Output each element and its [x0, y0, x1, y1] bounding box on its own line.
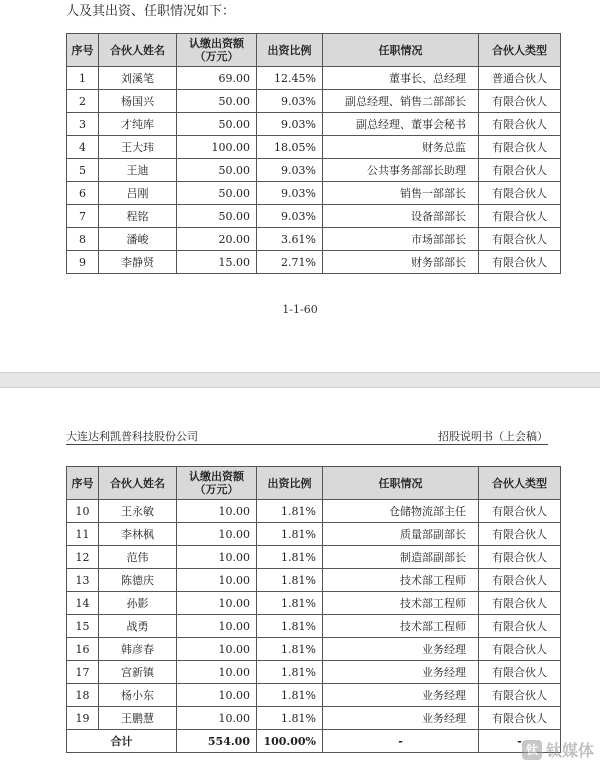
table-row: [67, 228, 561, 251]
cell-name: 王迪: [99, 159, 177, 182]
cell-position: 制造部副部长: [323, 546, 479, 569]
header-ratio: 出资比例: [257, 467, 323, 500]
cell-amount: 100.00: [177, 136, 257, 159]
cell-amount: 10.00: [177, 661, 257, 684]
table-header-row: [67, 34, 561, 67]
header-type: 合伙人类型: [479, 34, 561, 67]
cell-name: 杨小东: [99, 684, 177, 707]
header-name: 合伙人姓名: [99, 34, 177, 67]
cell-ratio: 2.71%: [257, 251, 323, 274]
cell-type: 有限合伙人: [479, 592, 561, 615]
cell-name: 韩彦春: [99, 638, 177, 661]
cell-name: 李静贤: [99, 251, 177, 274]
cell-type: 有限合伙人: [479, 546, 561, 569]
table-row: [67, 638, 561, 661]
total-amount: 554.00: [177, 730, 257, 753]
cell-name: 潘峻: [99, 228, 177, 251]
cell-position: 技术部工程师: [323, 569, 479, 592]
cell-type: 普通合伙人: [479, 67, 561, 90]
cell-amount: 50.00: [177, 90, 257, 113]
cell-ratio: 3.61%: [257, 228, 323, 251]
cell-no: 11: [67, 523, 99, 546]
total-type: -: [479, 730, 561, 753]
table-row: [67, 113, 561, 136]
table-row: [67, 661, 561, 684]
cell-position: 财务部部长: [323, 251, 479, 274]
cell-no: 13: [67, 569, 99, 592]
cell-position: 财务总监: [323, 136, 479, 159]
document-page-bottom: [0, 388, 600, 763]
cell-ratio: 12.45%: [257, 67, 323, 90]
cell-no: 15: [67, 615, 99, 638]
cell-position: 质量部副部长: [323, 523, 479, 546]
header-position: 任职情况: [323, 467, 479, 500]
cell-name: 王大玮: [99, 136, 177, 159]
table-row: [67, 592, 561, 615]
table-row: [67, 684, 561, 707]
cell-no: 19: [67, 707, 99, 730]
partner-table-top: [66, 33, 561, 274]
cell-name: 王永敏: [99, 500, 177, 523]
cell-name: 刘溪笔: [99, 67, 177, 90]
cell-type: 有限合伙人: [479, 638, 561, 661]
cell-type: 有限合伙人: [479, 136, 561, 159]
header-rule: [66, 444, 548, 445]
cell-amount: 69.00: [177, 67, 257, 90]
cell-name: 范伟: [99, 546, 177, 569]
cell-type: 有限合伙人: [479, 159, 561, 182]
table-row: [67, 205, 561, 228]
total-ratio: 100.00%: [257, 730, 323, 753]
cell-no: 10: [67, 500, 99, 523]
cell-amount: 10.00: [177, 638, 257, 661]
watermark: [522, 738, 594, 761]
cell-type: 有限合伙人: [479, 661, 561, 684]
cell-position: 副总经理、销售二部部长: [323, 90, 479, 113]
cell-ratio: 1.81%: [257, 638, 323, 661]
cell-no: 17: [67, 661, 99, 684]
header-amount: 认缴出资额（万元）: [177, 34, 257, 67]
table-total-row: [67, 730, 561, 753]
header-ratio: 出资比例: [257, 34, 323, 67]
cell-no: 5: [67, 159, 99, 182]
watermark-text: 钛媒体: [545, 741, 594, 760]
cell-amount: 20.00: [177, 228, 257, 251]
total-position: -: [323, 730, 479, 753]
total-label: 合计: [67, 730, 177, 753]
cell-amount: 10.00: [177, 707, 257, 730]
cell-position: 仓储物流部主任: [323, 500, 479, 523]
cell-amount: 10.00: [177, 684, 257, 707]
cell-type: 有限合伙人: [479, 523, 561, 546]
cell-name: 王鹏慧: [99, 707, 177, 730]
cell-no: 18: [67, 684, 99, 707]
cell-name: 宫新镇: [99, 661, 177, 684]
cell-ratio: 9.03%: [257, 113, 323, 136]
table-row: [67, 90, 561, 113]
cell-amount: 10.00: [177, 523, 257, 546]
cell-type: 有限合伙人: [479, 205, 561, 228]
document-page-top: [0, 0, 600, 372]
cell-type: 有限合伙人: [479, 500, 561, 523]
cell-name: 才纯库: [99, 113, 177, 136]
header-position: 任职情况: [323, 34, 479, 67]
cell-type: 有限合伙人: [479, 569, 561, 592]
cell-amount: 50.00: [177, 205, 257, 228]
cell-ratio: 1.81%: [257, 684, 323, 707]
cell-amount: 10.00: [177, 615, 257, 638]
cell-position: 公共事务部部长助理: [323, 159, 479, 182]
cell-position: 副总经理、董事会秘书: [323, 113, 479, 136]
cell-ratio: 1.81%: [257, 546, 323, 569]
cell-amount: 10.00: [177, 500, 257, 523]
cell-position: 市场部部长: [323, 228, 479, 251]
cell-amount: 50.00: [177, 113, 257, 136]
cell-position: 销售一部部长: [323, 182, 479, 205]
cell-name: 战勇: [99, 615, 177, 638]
cell-amount: 50.00: [177, 182, 257, 205]
cell-type: 有限合伙人: [479, 615, 561, 638]
cell-position: 设备部部长: [323, 205, 479, 228]
cell-ratio: 9.03%: [257, 159, 323, 182]
cell-name: 程铭: [99, 205, 177, 228]
cell-name: 孙影: [99, 592, 177, 615]
table-row: [67, 707, 561, 730]
cell-position: 业务经理: [323, 638, 479, 661]
cell-ratio: 1.81%: [257, 523, 323, 546]
cell-ratio: 18.05%: [257, 136, 323, 159]
cell-position: 业务经理: [323, 684, 479, 707]
cell-ratio: 1.81%: [257, 569, 323, 592]
cell-type: 有限合伙人: [479, 228, 561, 251]
cell-name: 吕刚: [99, 182, 177, 205]
cell-no: 2: [67, 90, 99, 113]
cell-no: 8: [67, 228, 99, 251]
table-row: [67, 500, 561, 523]
cell-type: 有限合伙人: [479, 90, 561, 113]
table-row: [67, 67, 561, 90]
cell-ratio: 1.81%: [257, 615, 323, 638]
cell-ratio: 9.03%: [257, 205, 323, 228]
cell-no: 4: [67, 136, 99, 159]
cell-ratio: 9.03%: [257, 182, 323, 205]
cell-amount: 10.00: [177, 569, 257, 592]
cell-amount: 15.00: [177, 251, 257, 274]
cell-name: 杨国兴: [99, 90, 177, 113]
cell-ratio: 1.81%: [257, 707, 323, 730]
cell-position: 技术部工程师: [323, 592, 479, 615]
header-name: 合伙人姓名: [99, 467, 177, 500]
cell-position: 董事长、总经理: [323, 67, 479, 90]
cell-type: 有限合伙人: [479, 182, 561, 205]
table-row: [67, 546, 561, 569]
header-amount: 认缴出资额（万元）: [177, 467, 257, 500]
cell-type: 有限合伙人: [479, 113, 561, 136]
cell-type: 有限合伙人: [479, 251, 561, 274]
partner-table-bottom: [66, 466, 561, 753]
page-break: [0, 372, 600, 388]
header-no: 序号: [67, 467, 99, 500]
cell-position: 技术部工程师: [323, 615, 479, 638]
table-row: [67, 251, 561, 274]
cell-amount: 50.00: [177, 159, 257, 182]
cell-no: 16: [67, 638, 99, 661]
cell-no: 3: [67, 113, 99, 136]
cell-position: 业务经理: [323, 661, 479, 684]
cell-no: 6: [67, 182, 99, 205]
cell-ratio: 1.81%: [257, 500, 323, 523]
cell-no: 14: [67, 592, 99, 615]
table-header-row: [67, 467, 561, 500]
table-row: [67, 569, 561, 592]
running-header-company: 大连达利凯普科技股份公司: [66, 430, 198, 443]
cell-no: 12: [67, 546, 99, 569]
table-row: [67, 159, 561, 182]
tmt-logo-icon: 钛: [522, 740, 542, 760]
cell-no: 9: [67, 251, 99, 274]
cell-no: 7: [67, 205, 99, 228]
table-row: [67, 136, 561, 159]
cell-ratio: 1.81%: [257, 592, 323, 615]
table-row: [67, 523, 561, 546]
cell-ratio: 9.03%: [257, 90, 323, 113]
table-row: [67, 182, 561, 205]
cell-ratio: 1.81%: [257, 661, 323, 684]
cell-type: 有限合伙人: [479, 684, 561, 707]
cell-no: 1: [67, 67, 99, 90]
table-row: [67, 615, 561, 638]
header-type: 合伙人类型: [479, 467, 561, 500]
cell-amount: 10.00: [177, 592, 257, 615]
cell-type: 有限合伙人: [479, 707, 561, 730]
intro-text: 人及其出资、任职情况如下：: [66, 4, 236, 19]
running-header-doc-title: 招股说明书（上会稿）: [438, 430, 548, 443]
page-number: 1-1-60: [282, 303, 318, 316]
cell-position: 业务经理: [323, 707, 479, 730]
cell-name: 陈德庆: [99, 569, 177, 592]
header-no: 序号: [67, 34, 99, 67]
cell-name: 李林枫: [99, 523, 177, 546]
cell-amount: 10.00: [177, 546, 257, 569]
